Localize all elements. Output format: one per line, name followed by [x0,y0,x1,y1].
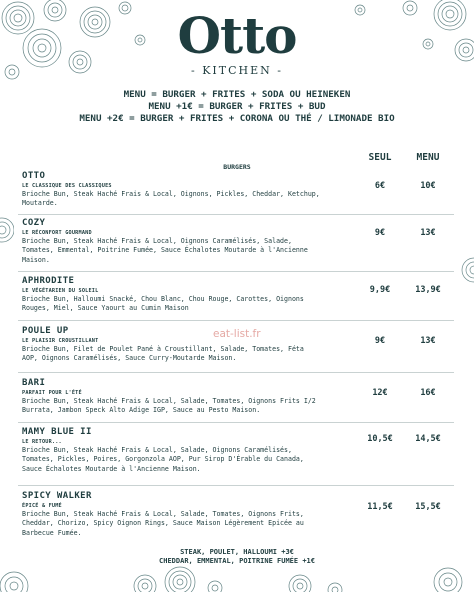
menu-item-cozy [22,218,462,265]
supplement-meat: STEAK, POULET, HALLOUMI +3€ [180,548,294,556]
price-menu-cozy: 13€ [420,228,436,238]
divider [18,372,454,373]
watermark: eat-list.fr [213,328,261,340]
price-menu-mamy-blue-ii: 14,5€ [415,434,441,444]
divider [18,422,454,423]
item-subtitle: ÉPICÉ & FUMÉ [22,503,62,509]
divider [18,271,454,272]
menu-formula-plus-1: MENU +1€ = BURGER + FRITES + BUD [148,101,326,112]
decorative-circles-right [460,250,474,310]
menu-item-spicy-walker [22,491,462,538]
item-description: Brioche Bun, Steak Haché Frais & Local, Oignons Caramélisés, Salade, Tomates, Emmental, Poitrine Fumée, Sauce Échalotes Moutarde à l'Ancienne Maison. [22,237,308,264]
brand-title: Otto [177,6,297,65]
item-description: Brioche Bun, Steak Haché Frais & Local, Salade, Oignons Caramélisés, Tomates, Pickles, Poires, Gorgonzola AOP, Pur Sirop D'Érable du Canada, Sauce Échalotes Moutarde à l'Ancienne Maison. [22,446,304,473]
price-seul-spicy-walker: 11,5€ [367,502,393,512]
price-seul-bari: 12€ [372,388,388,398]
item-subtitle: PARFAIT POUR L'ÉTÉ [22,390,82,396]
item-name: APHRODITE [22,276,75,286]
item-subtitle: LE VÉGÉTARIEN DU SOLEIL [22,288,99,294]
decorative-circles-left [0,210,14,270]
item-name: SPICY WALKER [22,491,92,501]
menu-formula-plus-2: MENU +2€ = BURGER + FRITES + CORONA OU THÉ / LIMONADE BIO [79,113,395,124]
divider [18,485,454,486]
supplement-cheese: CHEDDAR, EMMENTAL, POITRINE FUMÉE +1€ [159,557,315,565]
price-seul-cozy: 9€ [374,228,386,238]
brand-subtitle: - KITCHEN - [191,64,283,77]
price-menu-spicy-walker: 15,5€ [415,502,441,512]
menu-formula-basic: MENU = BURGER + FRITES + SODA OU HEINEKEN [123,89,351,100]
item-subtitle: LE CLASSIQUE DES CLASSIQUES [22,183,112,189]
item-name: POULE UP [22,326,69,336]
column-header-seul: SEUL [368,152,392,163]
item-description: Brioche Bun, Steak Haché Frais & Local, Salade, Tomates, Oignons Frits, Cheddar, Chorizo, Spicy Oignon Rings, Sauce Maison Légèrement Epicée au Barbecue Fumée. [22,510,304,537]
item-subtitle: LE RÉCONFORT GOURMAND [22,230,92,236]
price-seul-aphrodite: 9,9€ [369,285,391,295]
divider [18,214,454,215]
item-description: Brioche Bun, Steak Haché Frais & Local, Salade, Tomates, Oignons Frits I/2 Burrata, Jambon Speck Alto Adige IGP, Sauce au Pesto Maison. [22,397,316,415]
price-menu-bari: 16€ [420,388,436,398]
item-description: Brioche Bun, Steak Haché Frais & Local, Oignons, Pickles, Cheddar, Ketchup, Moutarde. [22,190,320,208]
divider [18,320,454,321]
price-seul-poule-up: 9€ [374,336,386,346]
item-name: MAMY BLUE II [22,427,92,437]
price-menu-aphrodite: 13,9€ [415,285,441,295]
column-header-menu: MENU [416,152,440,163]
price-seul-otto: 6€ [374,181,386,191]
item-subtitle: LE PLAISIR CROUSTILLANT [22,338,99,344]
item-name: BARI [22,378,46,388]
section-heading-burgers: BURGERS [223,163,251,171]
price-seul-mamy-blue-ii: 10,5€ [367,434,393,444]
item-subtitle: LE RETOUR... [22,439,62,445]
item-name: OTTO [22,171,46,181]
item-name: COZY [22,218,46,228]
price-menu-otto: 10€ [420,181,436,191]
price-menu-poule-up: 13€ [420,336,436,346]
item-description: Brioche Bun, Filet de Poulet Pané à Croustillant, Salade, Tomates, Féta AOP, Oignons Caramélisés, Sauce Curry-Moutarde Maison. [22,345,304,363]
item-description: Brioche Bun, Halloumi Snacké, Chou Blanc, Chou Rouge, Carottes, Oignons Rouges, Miel, Sauce Yaourt au Cumin Maison [22,295,304,313]
